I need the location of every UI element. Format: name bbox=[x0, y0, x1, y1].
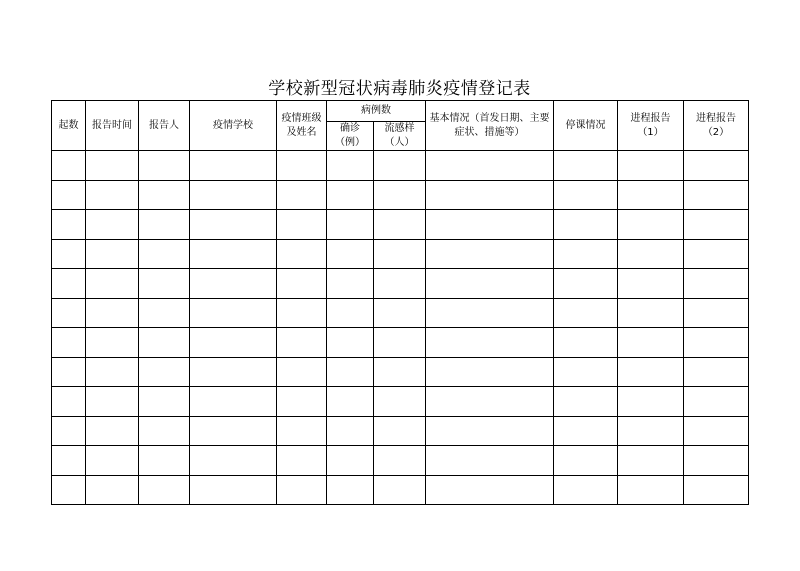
table-cell[interactable] bbox=[684, 416, 749, 446]
table-cell[interactable] bbox=[374, 475, 426, 505]
table-cell[interactable] bbox=[554, 239, 618, 269]
table-cell[interactable] bbox=[190, 239, 277, 269]
table-cell[interactable] bbox=[139, 151, 190, 181]
table-cell[interactable] bbox=[618, 239, 684, 269]
table-cell[interactable] bbox=[374, 180, 426, 210]
table-row bbox=[52, 269, 749, 299]
table-cell[interactable] bbox=[684, 269, 749, 299]
table-cell[interactable] bbox=[327, 357, 374, 387]
table-cell[interactable] bbox=[327, 210, 374, 240]
header-class-name: 疫情班级及姓名 bbox=[277, 101, 327, 151]
table-cell[interactable] bbox=[190, 416, 277, 446]
table-cell[interactable] bbox=[139, 239, 190, 269]
table-cell[interactable] bbox=[618, 180, 684, 210]
header-case-count-group: 病例数 bbox=[327, 101, 426, 122]
table-cell[interactable] bbox=[554, 180, 618, 210]
table-cell[interactable] bbox=[52, 416, 86, 446]
table-cell[interactable] bbox=[374, 328, 426, 358]
table-cell[interactable] bbox=[374, 387, 426, 417]
table-cell[interactable] bbox=[554, 298, 618, 328]
table-cell[interactable] bbox=[52, 387, 86, 417]
table-cell[interactable] bbox=[327, 269, 374, 299]
table-cell[interactable] bbox=[684, 180, 749, 210]
table-cell[interactable] bbox=[684, 298, 749, 328]
table-cell[interactable] bbox=[86, 475, 139, 505]
table-cell[interactable] bbox=[139, 210, 190, 240]
table-cell[interactable] bbox=[139, 269, 190, 299]
table-cell[interactable] bbox=[426, 416, 554, 446]
table-row bbox=[52, 239, 749, 269]
table-body bbox=[52, 151, 749, 505]
table-cell[interactable] bbox=[277, 328, 327, 358]
header-report-time: 报告时间 bbox=[86, 101, 139, 151]
table-row bbox=[52, 357, 749, 387]
table-cell[interactable] bbox=[52, 446, 86, 476]
table-cell[interactable] bbox=[684, 239, 749, 269]
table-cell[interactable] bbox=[618, 416, 684, 446]
header-school: 疫情学校 bbox=[190, 101, 277, 151]
header-flu-like: 流感样（人） bbox=[374, 122, 426, 151]
table-cell[interactable] bbox=[618, 446, 684, 476]
table-cell[interactable] bbox=[684, 475, 749, 505]
table-cell[interactable] bbox=[327, 298, 374, 328]
table-cell[interactable] bbox=[190, 269, 277, 299]
table-cell[interactable] bbox=[426, 180, 554, 210]
table-cell[interactable] bbox=[618, 357, 684, 387]
table-cell[interactable] bbox=[52, 210, 86, 240]
table-cell[interactable] bbox=[426, 298, 554, 328]
table-cell[interactable] bbox=[374, 210, 426, 240]
table-cell[interactable] bbox=[618, 269, 684, 299]
header-reporter: 报告人 bbox=[139, 101, 190, 151]
table-cell[interactable] bbox=[139, 475, 190, 505]
table-cell[interactable] bbox=[52, 475, 86, 505]
table-cell[interactable] bbox=[139, 357, 190, 387]
header-basic-info: 基本情况（首发日期、主要症状、措施等） bbox=[426, 101, 554, 151]
table-cell[interactable] bbox=[86, 210, 139, 240]
table-cell[interactable] bbox=[277, 239, 327, 269]
table-row bbox=[52, 180, 749, 210]
table-cell[interactable] bbox=[86, 357, 139, 387]
table-cell[interactable] bbox=[139, 298, 190, 328]
table-cell[interactable] bbox=[190, 387, 277, 417]
header-confirmed: 确诊（例） bbox=[327, 122, 374, 151]
table-cell[interactable] bbox=[86, 446, 139, 476]
table-cell[interactable] bbox=[426, 475, 554, 505]
table-cell[interactable] bbox=[426, 328, 554, 358]
header-suspension: 停课情况 bbox=[554, 101, 618, 151]
table-row bbox=[52, 151, 749, 181]
table-cell[interactable] bbox=[277, 180, 327, 210]
table-cell[interactable] bbox=[554, 210, 618, 240]
table-cell[interactable] bbox=[86, 416, 139, 446]
header-progress-1: 进程报告（1） bbox=[618, 101, 684, 151]
table-cell[interactable] bbox=[327, 180, 374, 210]
header-count: 起数 bbox=[52, 101, 86, 151]
table-cell[interactable] bbox=[618, 298, 684, 328]
table-cell[interactable] bbox=[684, 210, 749, 240]
table-cell[interactable] bbox=[190, 357, 277, 387]
registration-table bbox=[51, 100, 749, 505]
table-cell[interactable] bbox=[426, 387, 554, 417]
table-cell[interactable] bbox=[190, 180, 277, 210]
table-row bbox=[52, 298, 749, 328]
table-cell[interactable] bbox=[86, 151, 139, 181]
table-cell[interactable] bbox=[554, 269, 618, 299]
table-cell[interactable] bbox=[684, 446, 749, 476]
table-cell[interactable] bbox=[554, 151, 618, 181]
table-cell[interactable] bbox=[139, 416, 190, 446]
table-cell[interactable] bbox=[374, 151, 426, 181]
table-cell[interactable] bbox=[277, 269, 327, 299]
table-cell[interactable] bbox=[52, 298, 86, 328]
table-cell[interactable] bbox=[426, 357, 554, 387]
table-cell[interactable] bbox=[554, 357, 618, 387]
table-cell[interactable] bbox=[554, 387, 618, 417]
table-cell[interactable] bbox=[618, 151, 684, 181]
table-cell[interactable] bbox=[86, 269, 139, 299]
table-cell[interactable] bbox=[190, 298, 277, 328]
table-cell[interactable] bbox=[277, 446, 327, 476]
table-row bbox=[52, 416, 749, 446]
table-cell[interactable] bbox=[277, 416, 327, 446]
table-cell[interactable] bbox=[52, 269, 86, 299]
table-cell[interactable] bbox=[86, 239, 139, 269]
table-cell[interactable] bbox=[52, 239, 86, 269]
table-cell[interactable] bbox=[139, 328, 190, 358]
table-cell[interactable] bbox=[426, 446, 554, 476]
table-cell[interactable] bbox=[426, 210, 554, 240]
table-cell[interactable] bbox=[327, 239, 374, 269]
table-cell[interactable] bbox=[86, 180, 139, 210]
table-row bbox=[52, 210, 749, 240]
table-cell[interactable] bbox=[327, 328, 374, 358]
table-row bbox=[52, 328, 749, 358]
table-cell[interactable] bbox=[86, 298, 139, 328]
table-cell[interactable] bbox=[684, 357, 749, 387]
table-cell[interactable] bbox=[554, 446, 618, 476]
table-cell[interactable] bbox=[190, 151, 277, 181]
table-cell[interactable] bbox=[139, 180, 190, 210]
table-cell[interactable] bbox=[374, 446, 426, 476]
table-cell[interactable] bbox=[277, 357, 327, 387]
table-cell[interactable] bbox=[86, 328, 139, 358]
table-cell[interactable] bbox=[374, 357, 426, 387]
table-cell[interactable] bbox=[277, 210, 327, 240]
table-cell[interactable] bbox=[374, 416, 426, 446]
table-cell[interactable] bbox=[554, 475, 618, 505]
table-cell[interactable] bbox=[52, 328, 86, 358]
table-row bbox=[52, 446, 749, 476]
table-cell[interactable] bbox=[426, 239, 554, 269]
header-progress-2: 进程报告（2） bbox=[684, 101, 749, 151]
table-cell[interactable] bbox=[86, 387, 139, 417]
table-cell[interactable] bbox=[52, 357, 86, 387]
table-cell[interactable] bbox=[374, 269, 426, 299]
table-cell[interactable] bbox=[618, 387, 684, 417]
table-cell[interactable] bbox=[190, 328, 277, 358]
table-cell[interactable] bbox=[190, 475, 277, 505]
table-cell[interactable] bbox=[190, 446, 277, 476]
table-cell[interactable] bbox=[618, 475, 684, 505]
table-cell[interactable] bbox=[52, 180, 86, 210]
table-cell[interactable] bbox=[618, 210, 684, 240]
table-cell[interactable] bbox=[327, 446, 374, 476]
table-cell[interactable] bbox=[684, 328, 749, 358]
table-cell[interactable] bbox=[426, 151, 554, 181]
table-cell[interactable] bbox=[554, 416, 618, 446]
table-cell[interactable] bbox=[327, 387, 374, 417]
table-cell[interactable] bbox=[277, 387, 327, 417]
table-cell[interactable] bbox=[327, 475, 374, 505]
table-cell[interactable] bbox=[618, 328, 684, 358]
table-cell[interactable] bbox=[684, 387, 749, 417]
table-cell[interactable] bbox=[426, 269, 554, 299]
table-cell[interactable] bbox=[52, 151, 86, 181]
table-row bbox=[52, 387, 749, 417]
table-cell[interactable] bbox=[277, 151, 327, 181]
table-row bbox=[52, 475, 749, 505]
table-cell[interactable] bbox=[554, 328, 618, 358]
table-cell[interactable] bbox=[684, 151, 749, 181]
table-cell[interactable] bbox=[139, 387, 190, 417]
table-cell[interactable] bbox=[327, 416, 374, 446]
table-cell[interactable] bbox=[190, 210, 277, 240]
table-cell[interactable] bbox=[374, 239, 426, 269]
table-cell[interactable] bbox=[374, 298, 426, 328]
form-title: 学校新型冠状病毒肺炎疫情登记表 bbox=[268, 79, 531, 99]
table-cell[interactable] bbox=[277, 475, 327, 505]
table-cell[interactable] bbox=[139, 446, 190, 476]
table-cell[interactable] bbox=[277, 298, 327, 328]
table-cell[interactable] bbox=[327, 151, 374, 181]
